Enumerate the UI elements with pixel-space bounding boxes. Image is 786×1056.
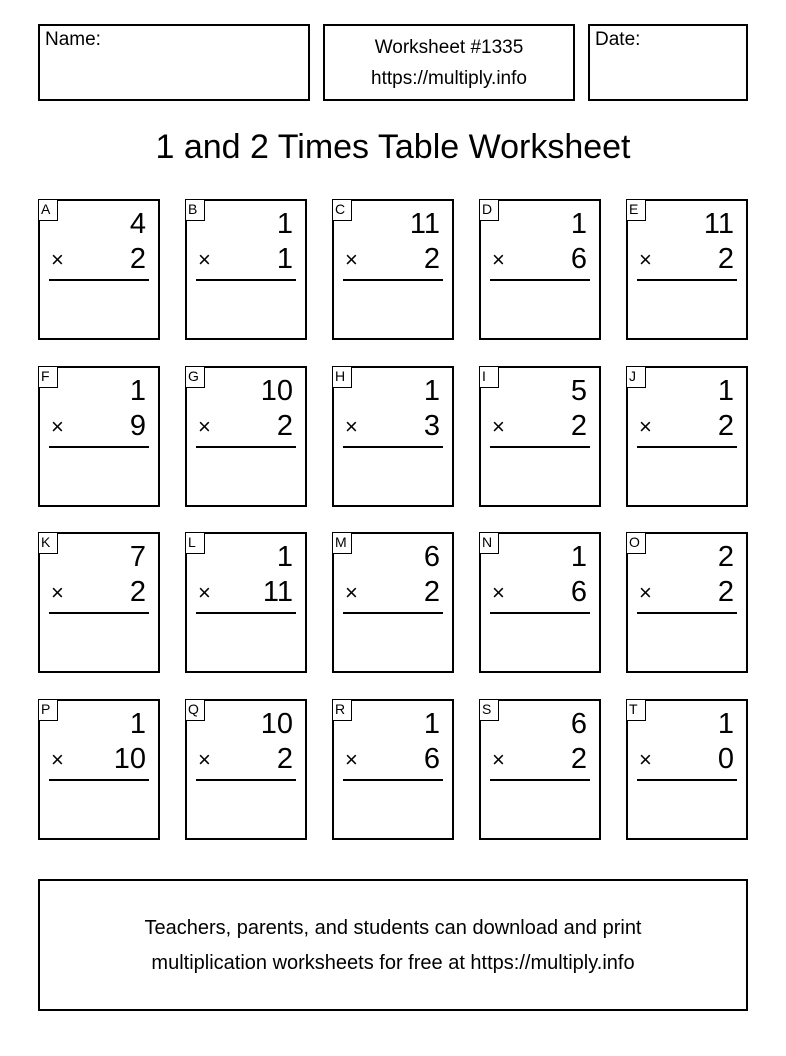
answer-line [196,779,296,781]
multiplicand: 1 [129,375,146,407]
times-sign: × [198,580,211,605]
multiplicand: 11 [409,208,440,240]
problem-card [479,532,601,673]
name-box [38,24,310,101]
multiplier: 6 [570,243,587,275]
multiplicand: 1 [570,541,587,573]
times-sign: × [198,414,211,439]
answer-line [196,279,296,281]
times-sign: × [198,247,211,272]
problem-card [185,366,307,507]
times-sign: × [639,247,652,272]
multiplier: 2 [570,743,587,775]
problem-label: K [38,532,58,554]
answer-line [637,779,737,781]
multiplicand: 7 [129,541,146,573]
problem-label: R [332,699,352,721]
times-sign: × [639,747,652,772]
problem-card [479,699,601,840]
problem-label: E [626,199,646,221]
problem-card [332,199,454,340]
multiplier: 9 [129,410,146,442]
times-sign: × [492,747,505,772]
problem-label: M [332,532,352,554]
problem-label: B [185,199,205,221]
answer-line [637,612,737,614]
multiplicand: 1 [423,708,440,740]
problem-card [479,366,601,507]
multiplicand: 1 [129,708,146,740]
answer-line [196,446,296,448]
multiplier: 11 [262,576,293,608]
multiplier: 1 [276,243,293,275]
answer-line [637,279,737,281]
problem-card [332,699,454,840]
times-sign: × [198,747,211,772]
answer-line [490,779,590,781]
multiplier: 6 [423,743,440,775]
times-sign: × [51,747,64,772]
times-sign: × [51,580,64,605]
multiplier: 2 [717,410,734,442]
worksheet-number: Worksheet #1335 [374,37,524,58]
problem-label: A [38,199,58,221]
footer-line-2: multiplication worksheets for free at https://multiply.info [151,952,635,974]
problem-label: G [185,366,205,388]
problem-card [626,199,748,340]
problem-card [626,699,748,840]
multiplicand: 1 [423,375,440,407]
problem-label: P [38,699,58,721]
problem-label: J [626,366,646,388]
problem-card [38,532,160,673]
problem-card [38,199,160,340]
answer-line [343,446,443,448]
answer-line [490,446,590,448]
times-sign: × [492,414,505,439]
multiplicand: 6 [570,708,587,740]
multiplicand: 2 [717,541,734,573]
answer-line [343,279,443,281]
problem-label: S [479,699,499,721]
problem-label: L [185,532,205,554]
multiplicand: 4 [129,208,146,240]
multiplicand: 10 [260,708,293,740]
answer-line [343,612,443,614]
problem-card [185,199,307,340]
answer-line [49,779,149,781]
date-box [588,24,748,101]
multiplier: 2 [570,410,587,442]
problem-card [332,366,454,507]
worksheet-info-box [323,24,575,101]
problem-label: Q [185,699,205,721]
problem-card [38,699,160,840]
times-sign: × [345,747,358,772]
name-label: Name: [45,29,101,50]
times-sign: × [345,414,358,439]
answer-line [490,612,590,614]
answer-line [490,279,590,281]
problem-card [38,366,160,507]
problem-label: O [626,532,646,554]
problem-label: C [332,199,352,221]
multiplier: 0 [717,743,734,775]
multiplier: 2 [717,243,734,275]
answer-line [343,779,443,781]
problem-label: T [626,699,646,721]
multiplier: 6 [570,576,587,608]
multiplier: 2 [129,576,146,608]
date-label: Date: [595,29,641,50]
multiplicand: 5 [570,375,587,407]
problem-card [626,366,748,507]
problem-label: H [332,366,352,388]
answer-line [49,446,149,448]
worksheet-url: https://multiply.info [371,68,527,89]
answer-line [49,279,149,281]
problem-card [185,532,307,673]
problem-card [185,699,307,840]
answer-line [637,446,737,448]
problem-label: D [479,199,499,221]
multiplier: 2 [423,576,440,608]
problem-card [626,532,748,673]
times-sign: × [639,414,652,439]
multiplier: 2 [276,743,293,775]
footer-box [38,879,748,1011]
problem-card [332,532,454,673]
footer-line-1: Teachers, parents, and students can download and print [144,917,642,939]
multiplicand: 1 [717,375,734,407]
multiplier: 10 [113,743,146,775]
multiplicand: 1 [717,708,734,740]
times-sign: × [492,247,505,272]
problem-card [479,199,601,340]
multiplicand: 10 [260,375,293,407]
multiplicand: 1 [276,208,293,240]
multiplicand: 1 [570,208,587,240]
times-sign: × [51,414,64,439]
times-sign: × [345,580,358,605]
times-sign: × [639,580,652,605]
times-sign: × [345,247,358,272]
multiplier: 2 [129,243,146,275]
multiplier: 2 [423,243,440,275]
page-title: 1 and 2 Times Table Worksheet [155,128,631,166]
multiplicand: 6 [423,541,440,573]
multiplicand: 11 [703,208,734,240]
answer-line [49,612,149,614]
multiplier: 2 [276,410,293,442]
answer-line [196,612,296,614]
times-sign: × [51,247,64,272]
multiplier: 3 [423,410,440,442]
problem-label: I [479,366,499,388]
times-sign: × [492,580,505,605]
problem-label: F [38,366,58,388]
problem-label: N [479,532,499,554]
multiplier: 2 [717,576,734,608]
multiplicand: 1 [276,541,293,573]
